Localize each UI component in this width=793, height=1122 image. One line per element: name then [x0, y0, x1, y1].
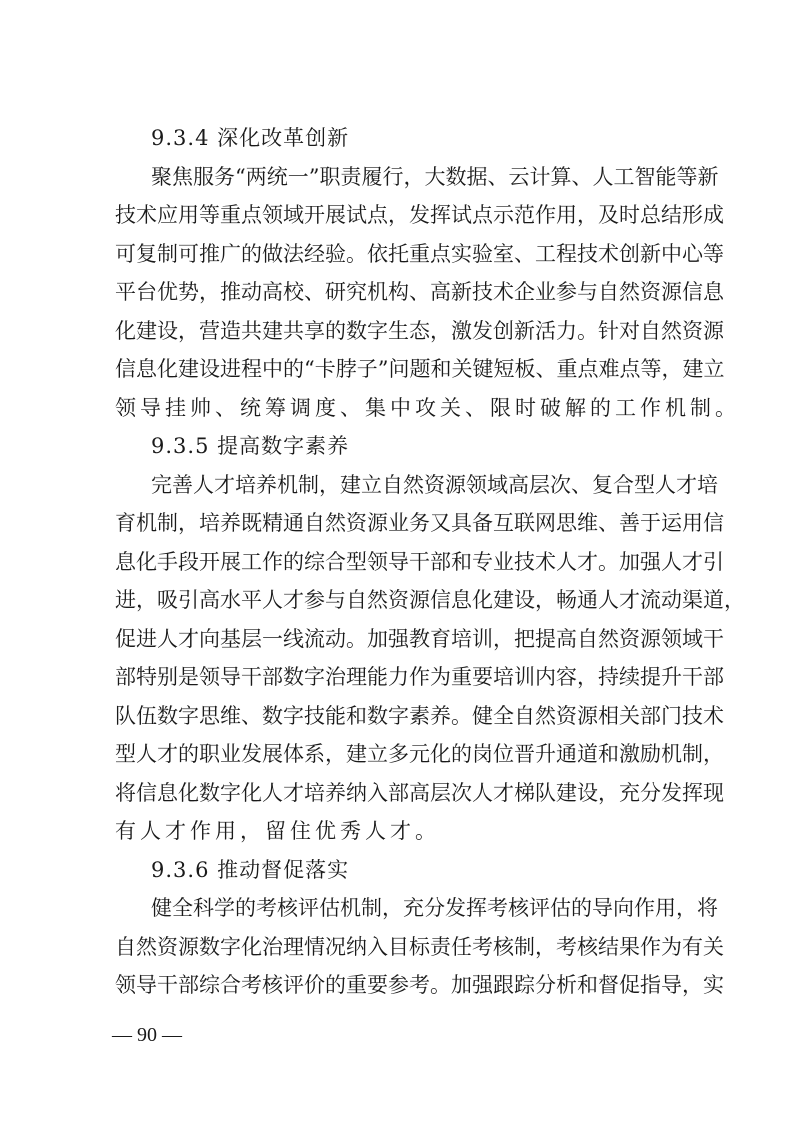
section-heading: 9.3.6 推动督促落实	[151, 857, 350, 882]
text-line: 化建设，营造共建共享的数字生态，激发创新活力。针对自然资源	[115, 318, 724, 343]
text-line: 可复制可推广的做法经验。依托重点实验室、工程技术创新中心等	[115, 241, 724, 266]
section-heading: 9.3.5 提高数字素养	[151, 434, 350, 458]
text-line: 健全科学的考核评估机制，充分发挥考核评估的导向作用，将	[151, 896, 718, 920]
text-line: 有人才作用，留住优秀人才。	[115, 819, 440, 843]
text-line: 领导挂帅、统筹调度、集中攻关、限时破解的工作机制。	[115, 395, 740, 420]
text-line: 进，吸引高水平人才参与自然资源信息化建设，畅通人才流动渠道，	[115, 588, 745, 612]
text-line: 自然资源数字化治理情况纳入目标责任考核制，考核结果作为有关	[115, 934, 724, 959]
section-heading: 9.3.4 深化改革创新	[151, 126, 350, 150]
text-line: 领导干部综合考核评价的重要参考。加强跟踪分析和督促指导，实	[115, 973, 724, 997]
text-line: 信息化建设进程中的“卡脖子”问题和关键短板、重点难点等，建立	[115, 357, 725, 381]
text-line: 技术应用等重点领域开展试点，发挥试点示范作用，及时总结形成	[115, 203, 724, 227]
text-line: 型人才的职业发展体系，建立多元化的岗位晋升通道和激励机制，	[115, 742, 724, 766]
text-line: 队伍数字思维、数字技能和数字素养。健全自然资源相关部门技术	[115, 703, 724, 728]
text-line: 育机制，培养既精通自然资源业务又具备互联网思维、善于运用信	[115, 511, 724, 535]
text-line: 促进人才向基层一线流动。加强教育培训，把提高自然资源领域干	[115, 626, 724, 651]
text-line: 聚焦服务“两统一”职责履行，大数据、云计算、人工智能等新	[151, 164, 719, 189]
page-number: — 90 —	[112, 1024, 182, 1046]
body-text	[115, 119, 745, 1005]
text-line: 息化手段开展工作的综合型领导干部和专业技术人才。加强人才引	[115, 549, 724, 574]
text-line: 将信息化数字化人才培养纳入部高层次人才梯队建设，充分发挥现	[115, 780, 724, 805]
text-line: 完善人才培养机制，建立自然资源领域高层次、复合型人才培	[151, 472, 718, 497]
text-line: 部特别是领导干部数字治理能力作为重要培训内容，持续提升干部	[115, 665, 724, 689]
text-line: 平台优势，推动高校、研究机构、高新技术企业参与自然资源信息	[115, 280, 724, 304]
